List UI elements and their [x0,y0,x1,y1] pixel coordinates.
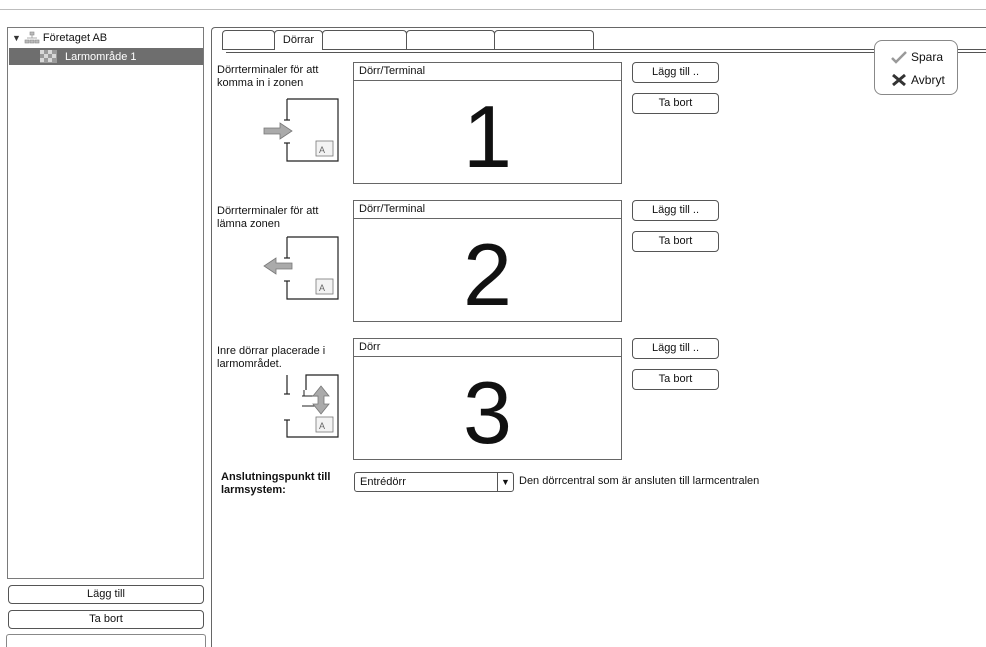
section-3-number: 3 [463,363,512,462]
dropdown-arrow-icon[interactable]: ▼ [497,473,513,491]
section-1-list[interactable] [353,62,622,184]
organization-icon [25,32,39,44]
svg-text:A: A [319,283,326,293]
tab-underline [222,49,986,50]
tree-item-label: Larmområde 1 [65,50,137,63]
tree-panel [7,27,204,579]
checkmark-icon [891,50,907,64]
section-2-label: Dörrterminaler för att lämna zonen [217,205,319,230]
tree-root[interactable] [12,31,107,45]
section-2-list[interactable] [353,200,622,322]
connection-select[interactable] [354,472,514,492]
connection-select-value: Entrédörr [360,476,406,488]
close-icon [891,73,907,87]
tab-bar [222,30,593,50]
section-3-add-button[interactable]: Lägg till .. [632,338,719,359]
section-1-remove-button[interactable]: Ta bort [632,93,719,114]
section-3-label: Inre dörrar placerade i larmområdet. [217,345,326,370]
svg-text:A: A [319,145,326,155]
action-panel [874,40,958,95]
cancel-label: Avbryt [911,73,945,87]
door-enter-icon [262,98,326,163]
tree-item-larmomrade[interactable] [9,48,203,65]
tab-1[interactable] [222,30,275,50]
section-1-column-header[interactable]: Dörr/Terminal [354,63,621,81]
section-1-add-button[interactable]: Lägg till .. [632,62,719,83]
top-divider [0,9,986,10]
section-2-column-header[interactable]: Dörr/Terminal [354,201,621,219]
tab-5[interactable] [494,30,594,50]
remove-zone-button[interactable]: Ta bort [8,610,204,629]
door-internal-icon [262,374,326,439]
tab-4[interactable] [406,30,495,50]
section-2-number: 2 [463,225,512,324]
tab-underline-2 [226,52,986,53]
left-panel-stub [6,634,206,647]
connection-description: Den dörrcentral som är ansluten till larmcentralen [519,475,760,487]
expand-caret-icon[interactable]: ▼ [12,33,21,43]
section-3-list[interactable] [353,338,622,460]
tree-root-label: Företaget AB [42,32,108,44]
zone-icon [40,50,57,63]
section-2-add-button[interactable]: Lägg till .. [632,200,719,221]
cancel-button[interactable] [891,73,945,87]
save-button[interactable] [891,50,943,64]
section-1-number: 1 [463,87,512,186]
svg-text:A: A [319,421,326,431]
section-1-label: Dörrterminaler för att komma in i zonen [217,64,319,89]
tab-3[interactable] [322,30,407,50]
add-zone-button[interactable]: Lägg till [8,585,204,604]
section-2-remove-button[interactable]: Ta bort [632,231,719,252]
save-label: Spara [911,50,944,64]
section-3-remove-button[interactable]: Ta bort [632,369,719,390]
section-3-column-header[interactable]: Dörr [354,339,621,357]
tab-dorrar[interactable]: Dörrar [274,30,323,50]
door-exit-icon [262,236,326,301]
connection-label: Anslutningspunkt till larmsystem: [221,471,331,496]
